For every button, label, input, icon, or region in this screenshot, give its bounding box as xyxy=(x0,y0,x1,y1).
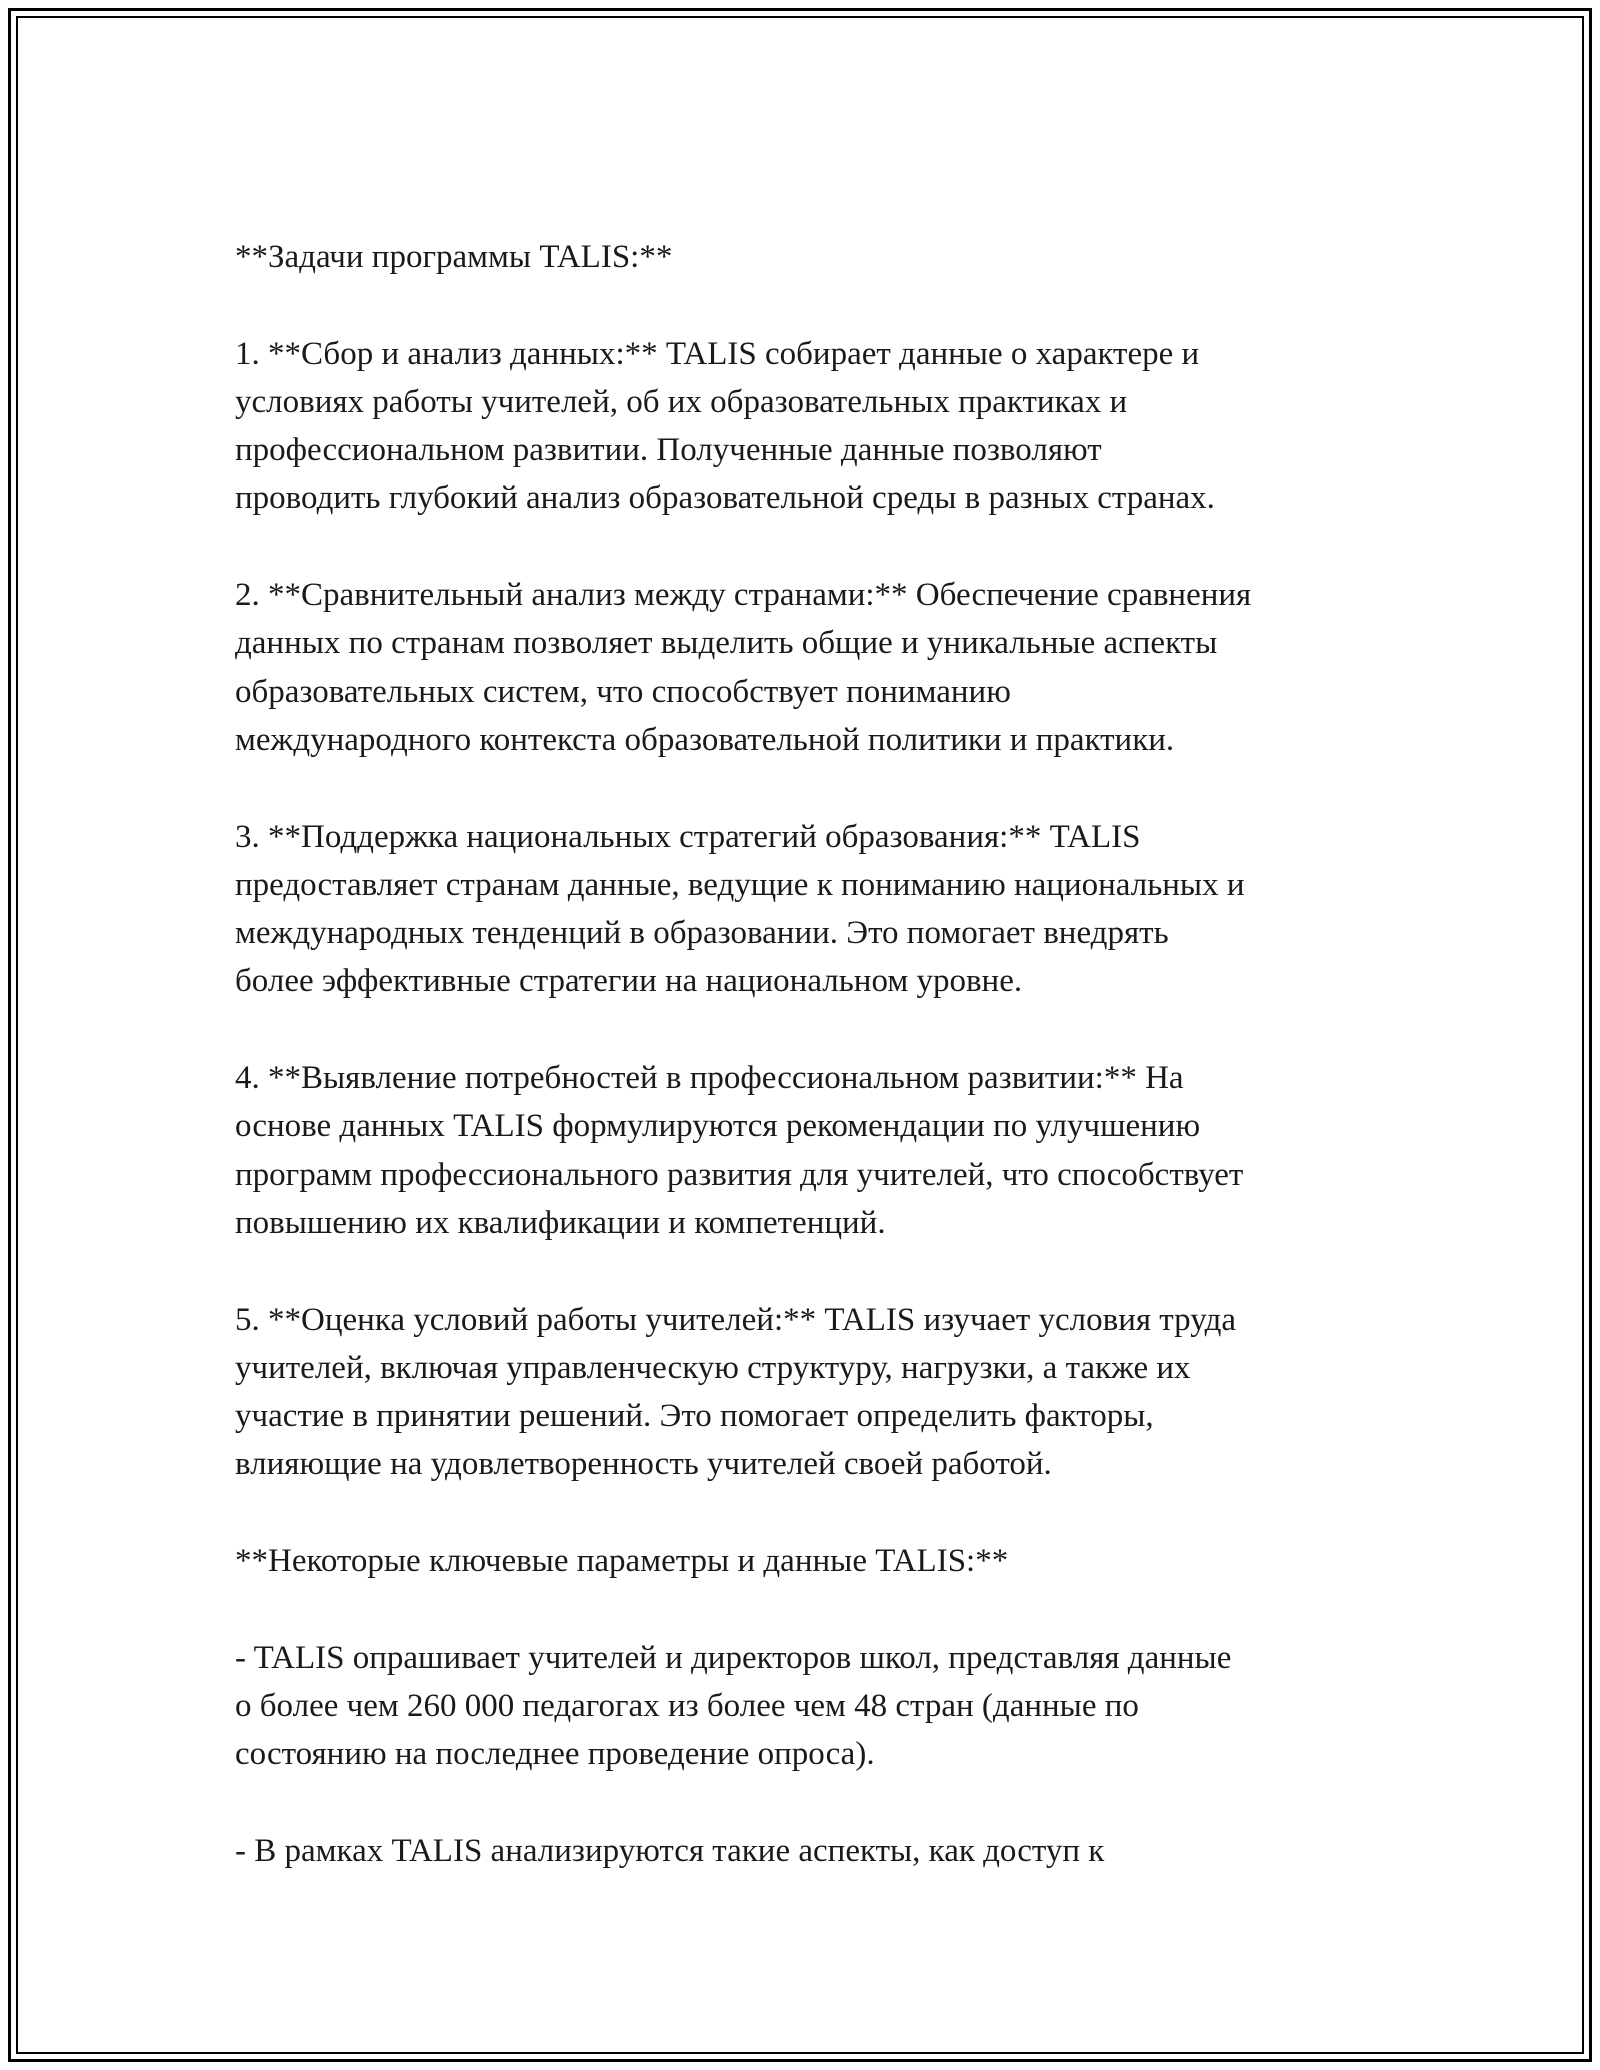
task-item-1: 1. **Сбор и анализ данных:** TALIS собирает данные о характере и условиях работы учителей, об их образовательных практиках и профессиональном развитии. Полученные данные позволяют проводить глубокий анализ образовательной среды в разных странах. xyxy=(235,335,1215,517)
document-body xyxy=(235,233,1375,1923)
bullet-item-1: - TALIS опрашивает учителей и директоров школ, представляя данные о более чем 260 000 педагогах из более чем 48 стран (данные по состоянию на последнее проведение опроса). xyxy=(235,1639,1232,1773)
task-item-2: 2. **Сравнительный анализ между странами:** Обеспечение сравнения данных по странам позволяет выделить общие и уникальные аспекты образовательных систем, что способствует пониманию международного контекста образовательной политики и практики. xyxy=(235,577,1252,758)
task-item-3: 3. **Поддержка национальных стратегий образования:** TALIS предоставляет странам данные, ведущие к пониманию национальных и международных тенденций в образовании. Это помогает внедрять более эффективные стратегии на национальном уровне. xyxy=(235,818,1245,1000)
heading-params: **Некоторые ключевые параметры и данные TALIS:** xyxy=(235,1543,1009,1580)
heading-tasks: **Задачи программы TALIS:** xyxy=(235,239,673,275)
task-item-4: 4. **Выявление потребностей в профессиональном развитии:** На основе данных TALIS формулируются рекомендации по улучшению программ профессионального развития для учителей, что способствует повышению их квалификации и компетенций. xyxy=(235,1060,1244,1241)
task-item-5: 5. **Оценка условий работы учителей:** TALIS изучает условия труда учителей, включая управленческую структуру, нагрузки, а также их участие в принятии решений. Это помогает определить факторы, влияющие на удовлетворенность учителей своей работой. xyxy=(235,1301,1237,1483)
bullet-item-2: - В рамках TALIS анализируются такие аспекты, как доступ к xyxy=(235,1832,1105,1869)
